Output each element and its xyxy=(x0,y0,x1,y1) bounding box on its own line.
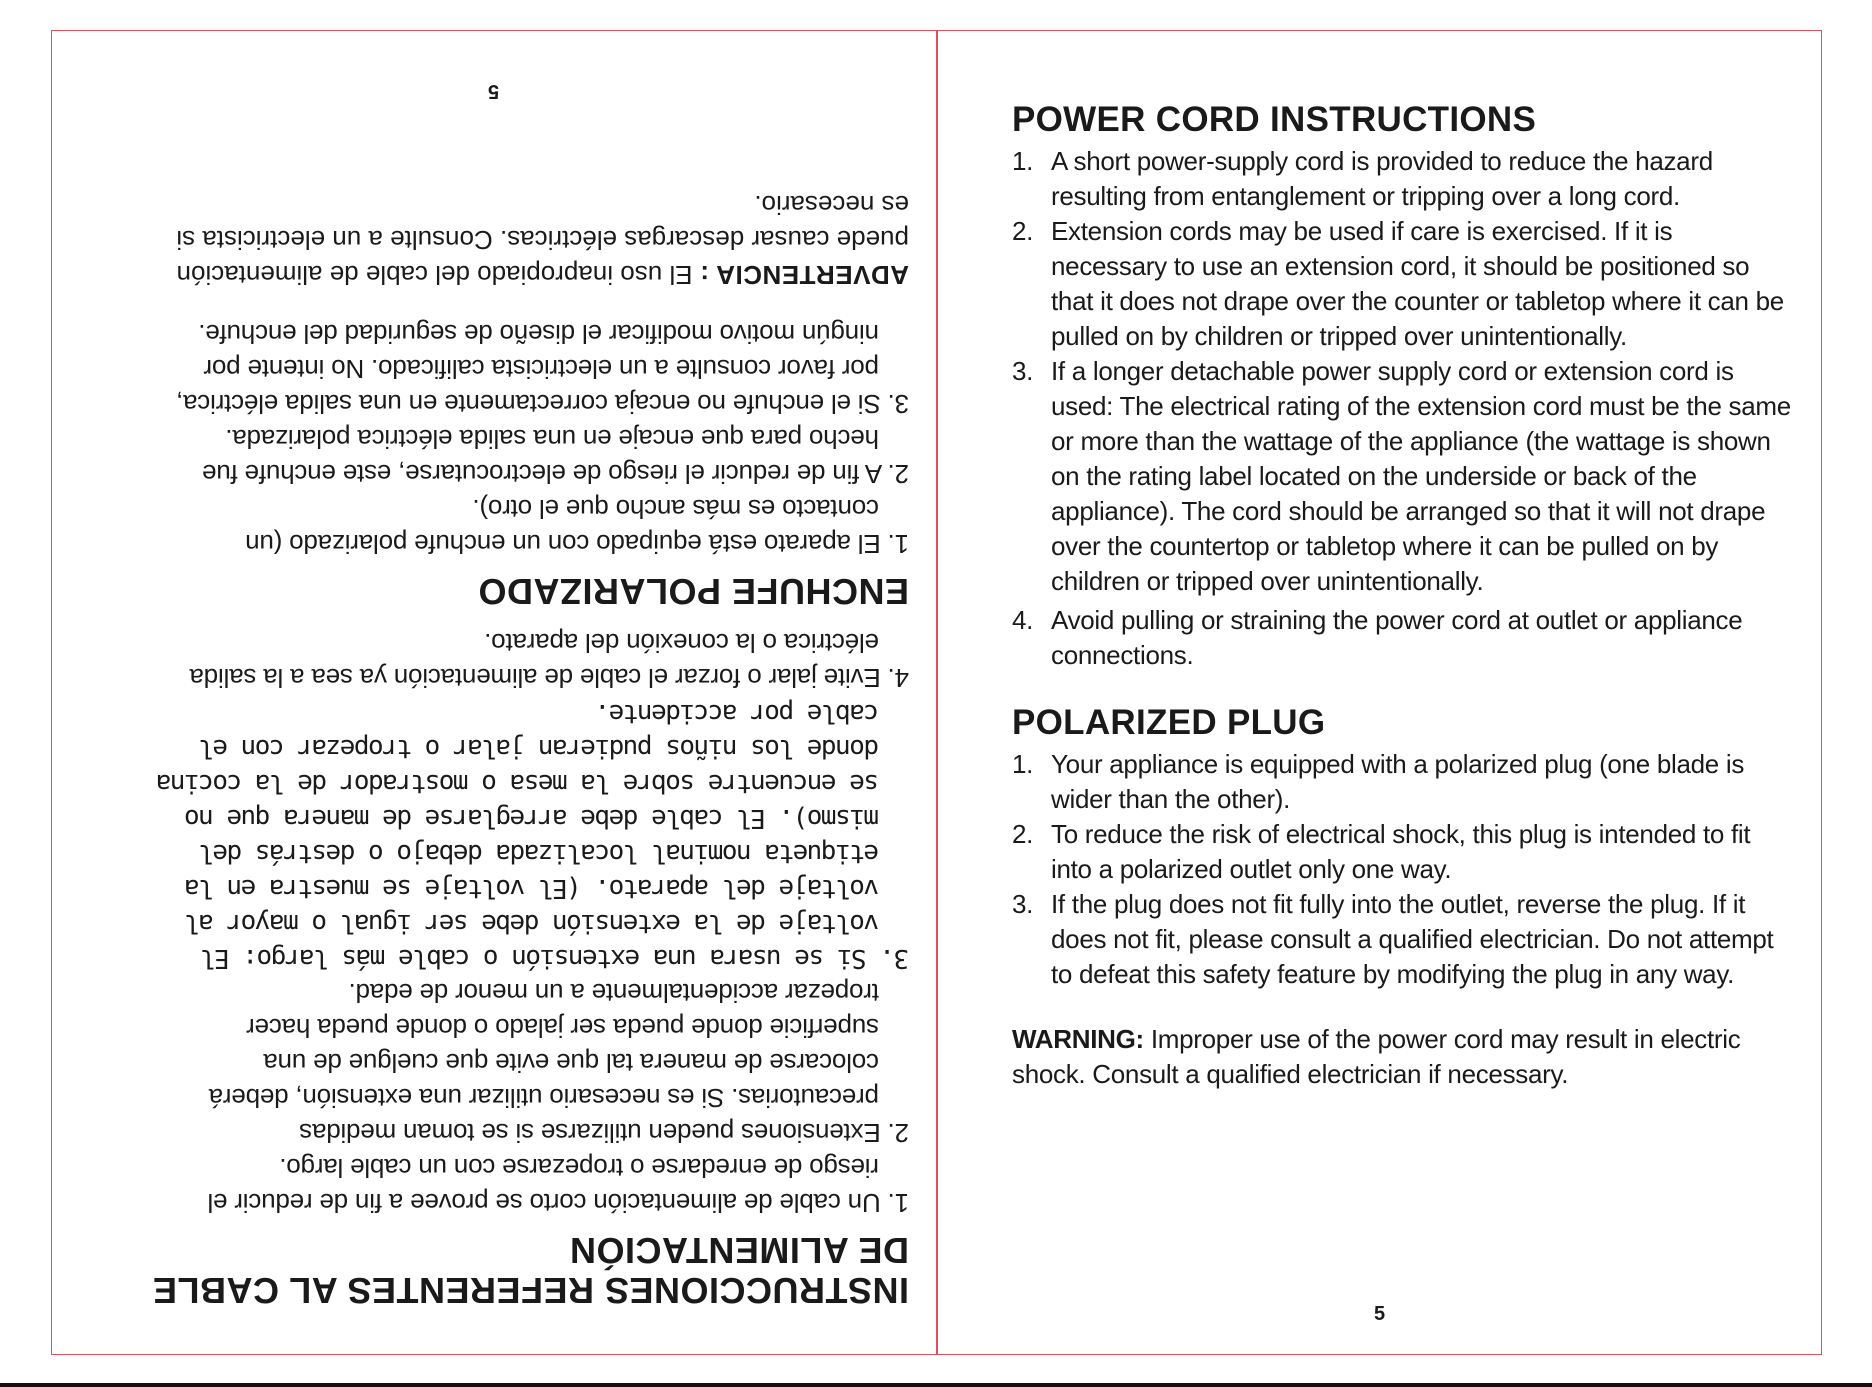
english-polarized-list xyxy=(1012,747,1792,992)
list-item: 2. A fin de reducir el riesgo de electrocutarse, este enchufe fue hecho para que encaje en una salida eléctrica polarizada. xyxy=(202,424,909,489)
english-power-cord-section xyxy=(1012,100,1792,673)
list-text: If the plug does not fit fully into the outlet, reverse the plug. If it does not fit, please consult a qualified electrician. Do not attempt to defeat this safety feature by modifying the plug in any way. xyxy=(1051,889,1774,989)
spanish-warning-text: El uso inapropiado del cable de alimentación puede causar descargas eléctricas. Consulte a un electricista si es necesario. xyxy=(176,190,909,290)
list-number: 4. xyxy=(1012,605,1034,635)
spanish-content xyxy=(149,161,909,1310)
list-number: 1. xyxy=(1012,749,1034,779)
english-polarized-title: POLARIZED PLUG xyxy=(1012,703,1326,742)
list-item xyxy=(1012,817,1792,887)
spanish-page-number: 5 xyxy=(487,80,500,102)
bottom-rule xyxy=(0,1383,1872,1387)
english-power-cord-title: POWER CORD INSTRUCTIONS xyxy=(1012,100,1537,139)
english-warning-label: WARNING: xyxy=(1012,1024,1144,1054)
list-text: A short power-supply cord is provided to reduce the hazard resulting from entanglement or tripping over a long cord. xyxy=(1051,146,1713,211)
spanish-power-cord-list xyxy=(149,975,909,1220)
english-polarized-section xyxy=(1012,703,1792,992)
list-item: 3. Si se usara una extensión o cable más largo: El voltaje de la extensión debe ser igual o mayor al voltaje del aparato. (El voltaje se muestra en la etiqueta nominal localizada debajo o destrás del mismo). El cable debe arreglarse de manera que no se encuentre sobre la mesa o mostrador de la cocina donde los niños pudieran jalar o tropezar con el cable por accidente. xyxy=(157,698,909,973)
spanish-page-rotated xyxy=(51,30,936,1355)
spanish-page xyxy=(51,30,936,1355)
spanish-power-cord-list-end xyxy=(149,625,909,695)
list-number: 3. xyxy=(1012,356,1034,386)
list-text: Extension cords may be used if care is exercised. If it is necessary to use an extension cord, it should be positioned so that it does not drape over the counter or tabletop where it can be pulled on by children or tripped over unintentionally. xyxy=(1051,216,1784,351)
list-item xyxy=(1012,354,1792,599)
list-number: 3. xyxy=(1012,889,1034,919)
list-item: 4. Evite jalar o forzar el cable de alimentación ya sea a la salida eléctrica o la conexión del aparato. xyxy=(189,628,909,693)
english-power-cord-list xyxy=(1012,144,1792,673)
english-content xyxy=(1012,100,1792,1118)
list-item: 1. Un cable de alimentación corto se provee a fin de reducir el riesgo de enredarse o tropezarse con un cable largo. xyxy=(207,1153,909,1218)
spanish-polarized-list xyxy=(149,316,909,561)
spanish-polarized-section xyxy=(149,316,909,611)
list-text: Avoid pulling or straining the power cord at outlet or appliance connections. xyxy=(1051,605,1743,670)
spanish-polarized-title: ENCHUFE POLARIZADO xyxy=(478,571,909,612)
list-text: To reduce the risk of electrical shock, this plug is intended to fit into a polarized outlet only one way. xyxy=(1051,819,1751,884)
english-warning xyxy=(1012,1022,1792,1092)
list-item: 2. Extensiones pueden utilizarse si se toman medidas precautorias. Si es necesario utilizar una extensión, deberá colocarse de manera tal que evite que cuelgue de una superficie donde pueda ser jalado o donde pueda hacer tropezar accidentalmente a un menor de edad. xyxy=(208,978,909,1148)
spanish-power-cord-section xyxy=(149,625,909,1310)
list-item xyxy=(1012,603,1792,673)
list-item xyxy=(1012,747,1792,817)
english-page-number: 5 xyxy=(1373,1303,1386,1325)
list-text: If a longer detachable power supply cord or extension cord is used: The electrical rating of the extension cord must be the same or more than the wattage of the appliance (the wattage is shown on the rating label located on the underside or back of the appliance). The cord should be arranged so that it will not drape over the countertop or tabletop where it can be pulled on by children or tripped over unintentionally. xyxy=(1051,356,1791,596)
spanish-warning-label: ADVERTENCIA : xyxy=(699,260,909,290)
list-number: 2. xyxy=(1012,216,1034,246)
list-item: 1. El aparato está equipado con un enchufe polarizado (un contacto es más ancho que el otro). xyxy=(245,494,909,559)
english-warning-text: Improper use of the power cord may result in electric shock. Consult a qualified electrician if necessary. xyxy=(1012,1024,1741,1089)
list-text: Your appliance is equipped with a polarized plug (one blade is wider than the other). xyxy=(1051,749,1745,814)
list-item: 3. Si el enchufe no encaja correctamente en una salida eléctrica, por favor consulte a un electricista calificado. No intente por ningún motivo modificar el diseño de seguridad del enchufe. xyxy=(176,319,909,419)
list-item xyxy=(1012,887,1792,992)
list-number: 2. xyxy=(1012,819,1034,849)
list-number: 1. xyxy=(1012,146,1034,176)
list-item xyxy=(1012,144,1792,214)
spanish-power-cord-title: INSTRUCCIONES REFERENTES AL CABLE DE ALIMENTACIÓN xyxy=(152,1230,909,1311)
english-page xyxy=(937,30,1822,1355)
spanish-power-cord-list-mono xyxy=(149,695,909,975)
list-item xyxy=(1012,214,1792,354)
spanish-warning xyxy=(149,187,909,292)
